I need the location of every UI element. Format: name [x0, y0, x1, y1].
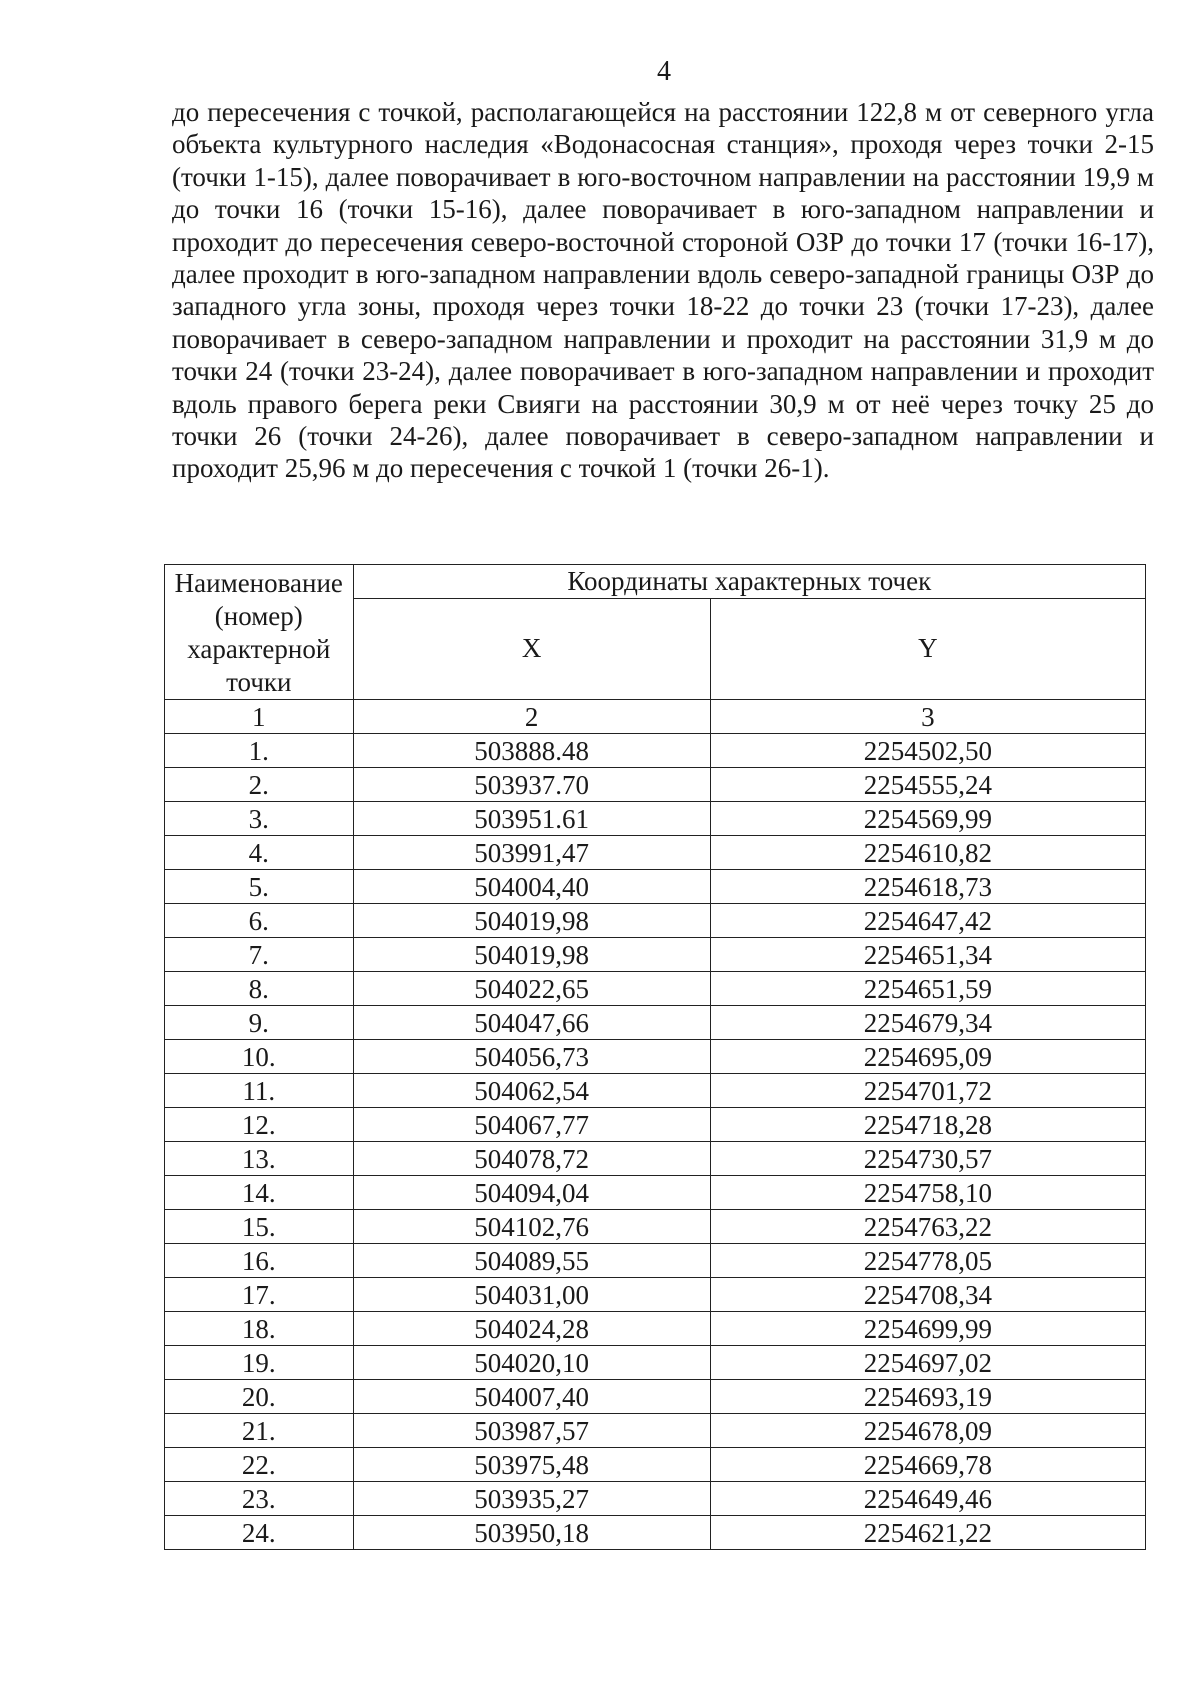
point-number-cell: 3.	[165, 802, 354, 836]
table-row	[165, 904, 1146, 938]
x-coordinate-cell: 504067,77	[353, 1108, 710, 1142]
column-number-2: 2	[353, 700, 710, 734]
table-row	[165, 1108, 1146, 1142]
page-number: 4	[657, 56, 671, 87]
point-number-cell: 1.	[165, 734, 354, 768]
point-number-cell: 23.	[165, 1482, 354, 1516]
table-row	[165, 1346, 1146, 1380]
x-coordinate-cell: 504019,98	[353, 938, 710, 972]
y-coordinate-cell: 2254695,09	[710, 1040, 1145, 1074]
point-number-cell: 22.	[165, 1448, 354, 1482]
table-row	[165, 1040, 1146, 1074]
coordinates-table	[164, 564, 1146, 1550]
x-coordinate-cell: 504047,66	[353, 1006, 710, 1040]
header-y: Y	[710, 598, 1145, 699]
y-coordinate-cell: 2254701,72	[710, 1074, 1145, 1108]
y-coordinate-cell: 2254502,50	[710, 734, 1145, 768]
point-number-cell: 2.	[165, 768, 354, 802]
table-row	[165, 870, 1146, 904]
table-row	[165, 1142, 1146, 1176]
y-coordinate-cell: 2254679,34	[710, 1006, 1145, 1040]
y-coordinate-cell: 2254693,19	[710, 1380, 1145, 1414]
point-number-cell: 16.	[165, 1244, 354, 1278]
table-row	[165, 734, 1146, 768]
table-row	[165, 1448, 1146, 1482]
y-coordinate-cell: 2254763,22	[710, 1210, 1145, 1244]
column-number-1: 1	[165, 700, 354, 734]
table-row	[165, 1278, 1146, 1312]
y-coordinate-cell: 2254651,34	[710, 938, 1145, 972]
x-coordinate-cell: 503987,57	[353, 1414, 710, 1448]
column-number-3: 3	[710, 700, 1145, 734]
table-row	[165, 1414, 1146, 1448]
table-row	[165, 1312, 1146, 1346]
table-row	[165, 1006, 1146, 1040]
coordinates-body	[165, 734, 1146, 1550]
y-coordinate-cell: 2254651,59	[710, 972, 1145, 1006]
point-number-cell: 5.	[165, 870, 354, 904]
table-row	[165, 972, 1146, 1006]
point-number-cell: 8.	[165, 972, 354, 1006]
y-coordinate-cell: 2254569,99	[710, 802, 1145, 836]
x-coordinate-cell: 504078,72	[353, 1142, 710, 1176]
table-row	[165, 1176, 1146, 1210]
x-coordinate-cell: 504022,65	[353, 972, 710, 1006]
x-coordinate-cell: 503937.70	[353, 768, 710, 802]
header-coordinates: Координаты характерных точек	[353, 565, 1145, 599]
x-coordinate-cell: 504094,04	[353, 1176, 710, 1210]
x-coordinate-cell: 503935,27	[353, 1482, 710, 1516]
point-number-cell: 17.	[165, 1278, 354, 1312]
table-row	[165, 1244, 1146, 1278]
x-coordinate-cell: 504102,76	[353, 1210, 710, 1244]
point-number-cell: 13.	[165, 1142, 354, 1176]
y-coordinate-cell: 2254647,42	[710, 904, 1145, 938]
point-number-cell: 15.	[165, 1210, 354, 1244]
header-point-name: Наименование (номер) характерной точки	[165, 565, 354, 700]
table-row	[165, 768, 1146, 802]
x-coordinate-cell: 504004,40	[353, 870, 710, 904]
x-coordinate-cell: 503888.48	[353, 734, 710, 768]
y-coordinate-cell: 2254649,46	[710, 1482, 1145, 1516]
y-coordinate-cell: 2254669,78	[710, 1448, 1145, 1482]
table-row	[165, 1210, 1146, 1244]
y-coordinate-cell: 2254778,05	[710, 1244, 1145, 1278]
point-number-cell: 21.	[165, 1414, 354, 1448]
x-coordinate-cell: 503991,47	[353, 836, 710, 870]
point-number-cell: 24.	[165, 1516, 354, 1550]
y-coordinate-cell: 2254610,82	[710, 836, 1145, 870]
x-coordinate-cell: 504019,98	[353, 904, 710, 938]
x-coordinate-cell: 503950,18	[353, 1516, 710, 1550]
table-row	[165, 1074, 1146, 1108]
y-coordinate-cell: 2254730,57	[710, 1142, 1145, 1176]
y-coordinate-cell: 2254555,24	[710, 768, 1145, 802]
x-coordinate-cell: 504062,54	[353, 1074, 710, 1108]
y-coordinate-cell: 2254718,28	[710, 1108, 1145, 1142]
y-coordinate-cell: 2254699,99	[710, 1312, 1145, 1346]
x-coordinate-cell: 504007,40	[353, 1380, 710, 1414]
y-coordinate-cell: 2254697,02	[710, 1346, 1145, 1380]
x-coordinate-cell: 504020,10	[353, 1346, 710, 1380]
x-coordinate-cell: 503975,48	[353, 1448, 710, 1482]
y-coordinate-cell: 2254618,73	[710, 870, 1145, 904]
point-number-cell: 7.	[165, 938, 354, 972]
point-number-cell: 18.	[165, 1312, 354, 1346]
x-coordinate-cell: 504031,00	[353, 1278, 710, 1312]
table-row	[165, 1482, 1146, 1516]
boundary-description: до пересечения с точкой, располагающейся на расстоянии 122,8 м от северного угла объекта культурного наследия «Водонасосная станция», проходя через точки 2-15 (точки 1-15), далее поворачивает в юго-восточном направлении на расстоянии 19,9 м до точки 16 (точки 15-16), далее поворачивает в юго-западном направлении и проходит до пересечения северо-восточной стороной ОЗР до точки 17 (точки 16-17), далее проходит в юго-западном направлении вдоль северо-западной границы ОЗР до западного угла зоны, проходя через точки 18-22 до точки 23 (точки 17-23), далее поворачивает в северо-западном направлении и проходит на расстоянии 31,9 м до точки 24 (точки 23-24), далее поворачивает в юго-западном направлении и проходит вдоль правого берега реки Свияги на расстоянии 30,9 м от неё через точку 25 до точки 26 (точки 24-26), далее поворачивает в северо-западном направлении и проходит 25,96 м до пересечения с точкой 1 (точки 26-1).	[172, 97, 1154, 484]
point-number-cell: 10.	[165, 1040, 354, 1074]
point-number-cell: 11.	[165, 1074, 354, 1108]
table-row	[165, 802, 1146, 836]
point-number-cell: 14.	[165, 1176, 354, 1210]
y-coordinate-cell: 2254678,09	[710, 1414, 1145, 1448]
y-coordinate-cell: 2254621,22	[710, 1516, 1145, 1550]
point-number-cell: 6.	[165, 904, 354, 938]
header-x: X	[353, 598, 710, 699]
point-number-cell: 19.	[165, 1346, 354, 1380]
y-coordinate-cell: 2254708,34	[710, 1278, 1145, 1312]
table-row	[165, 1380, 1146, 1414]
point-number-cell: 9.	[165, 1006, 354, 1040]
table-row	[165, 938, 1146, 972]
point-number-cell: 12.	[165, 1108, 354, 1142]
y-coordinate-cell: 2254758,10	[710, 1176, 1145, 1210]
point-number-cell: 20.	[165, 1380, 354, 1414]
table-row	[165, 1516, 1146, 1550]
point-number-cell: 4.	[165, 836, 354, 870]
table-row	[165, 836, 1146, 870]
x-coordinate-cell: 504056,73	[353, 1040, 710, 1074]
x-coordinate-cell: 504089,55	[353, 1244, 710, 1278]
x-coordinate-cell: 504024,28	[353, 1312, 710, 1346]
x-coordinate-cell: 503951.61	[353, 802, 710, 836]
